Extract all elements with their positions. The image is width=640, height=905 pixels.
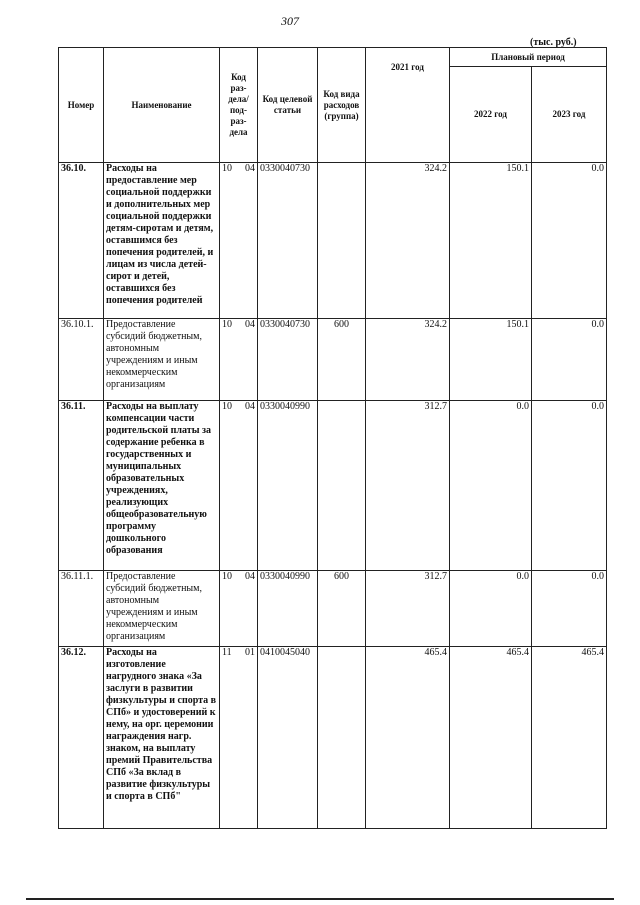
row-2023: 0.0 (532, 319, 607, 401)
row-number: 36.10. (59, 163, 104, 319)
row-section (220, 319, 258, 401)
header-section: Код раз-дела/ под-раз-дела (220, 48, 258, 163)
row-2022: 465.4 (450, 647, 532, 829)
table-row (59, 647, 607, 829)
section-code: 10 (222, 163, 232, 174)
bottom-rule (26, 898, 614, 900)
row-type (318, 163, 366, 319)
row-2022: 150.1 (450, 163, 532, 319)
row-2022: 0.0 (450, 571, 532, 647)
table-row (59, 163, 607, 319)
row-target: 0410045040 (258, 647, 318, 829)
row-section (220, 571, 258, 647)
row-2021: 312.7 (366, 401, 450, 571)
row-2021: 324.2 (366, 319, 450, 401)
row-name: Предоставление субсидий бюджетным, автономным учреждениям и иным некоммерческим организациям (104, 571, 220, 647)
subsection-code: 01 (245, 647, 255, 658)
row-target: 0330040730 (258, 163, 318, 319)
row-number: 36.12. (59, 647, 104, 829)
header-row-top (59, 48, 607, 67)
row-target: 0330040990 (258, 571, 318, 647)
row-2021: 324.2 (366, 163, 450, 319)
header-2021: 2021 год (366, 48, 450, 163)
subsection-code: 04 (245, 163, 255, 174)
row-target: 0330040990 (258, 401, 318, 571)
row-2021: 312.7 (366, 571, 450, 647)
budget-table (58, 47, 607, 829)
row-number: 36.11.1. (59, 571, 104, 647)
row-name: Расходы на изготовление нагрудного знака «За заслуги в развитии физкультуры и спорта в СПб» и удостоверений к нему, на орг. церемонии награждения нагр. знаком, на выплату премий Правительства СПб «За вклад в развитие физкультуры и спорта в СПб" (104, 647, 220, 829)
row-2022: 150.1 (450, 319, 532, 401)
table-row (59, 571, 607, 647)
row-number: 36.10.1. (59, 319, 104, 401)
header-2022: 2022 год (450, 67, 532, 163)
row-2022: 0.0 (450, 401, 532, 571)
row-2023: 465.4 (532, 647, 607, 829)
row-number: 36.11. (59, 401, 104, 571)
row-2023: 0.0 (532, 401, 607, 571)
unit-label: (тыс. руб.) (530, 37, 577, 48)
header-name: Наименование (104, 48, 220, 163)
row-name: Расходы на выплату компенсации части родительской платы за содержание ребенка в государственных и муниципальных образовательных учреждениях, реализующих общеобразовательную программу дошкольного образования (104, 401, 220, 571)
header-planned-period: Плановый период (450, 48, 607, 67)
row-name: Расходы на предоставление мер социальной поддержки и дополнительных мер социальной поддержки детям-сиротам и детям, оставшимся без попечения родителей, и лицам из числа детей-сирот и детей, оставшихся без попечения родителей (104, 163, 220, 319)
header-target: Код целевой статьи (258, 48, 318, 163)
row-type (318, 401, 366, 571)
section-code: 10 (222, 401, 232, 412)
row-type: 600 (318, 319, 366, 401)
row-type (318, 647, 366, 829)
row-section (220, 647, 258, 829)
row-2023: 0.0 (532, 163, 607, 319)
header-expense-type: Код вида расходов (группа) (318, 48, 366, 163)
table-row (59, 319, 607, 401)
row-section (220, 401, 258, 571)
section-code: 10 (222, 319, 232, 330)
subsection-code: 04 (245, 401, 255, 412)
table-row (59, 401, 607, 571)
row-target: 0330040730 (258, 319, 318, 401)
subsection-code: 04 (245, 319, 255, 330)
row-name: Предоставление субсидий бюджетным, автономным учреждениям и иным некоммерческим организациям (104, 319, 220, 401)
header-2023: 2023 год (532, 67, 607, 163)
section-code: 11 (222, 647, 232, 658)
header-number: Номер (59, 48, 104, 163)
page-number: 307 (281, 14, 299, 28)
section-code: 10 (222, 571, 232, 582)
row-2023: 0.0 (532, 571, 607, 647)
subsection-code: 04 (245, 571, 255, 582)
row-section (220, 163, 258, 319)
row-2021: 465.4 (366, 647, 450, 829)
row-type: 600 (318, 571, 366, 647)
